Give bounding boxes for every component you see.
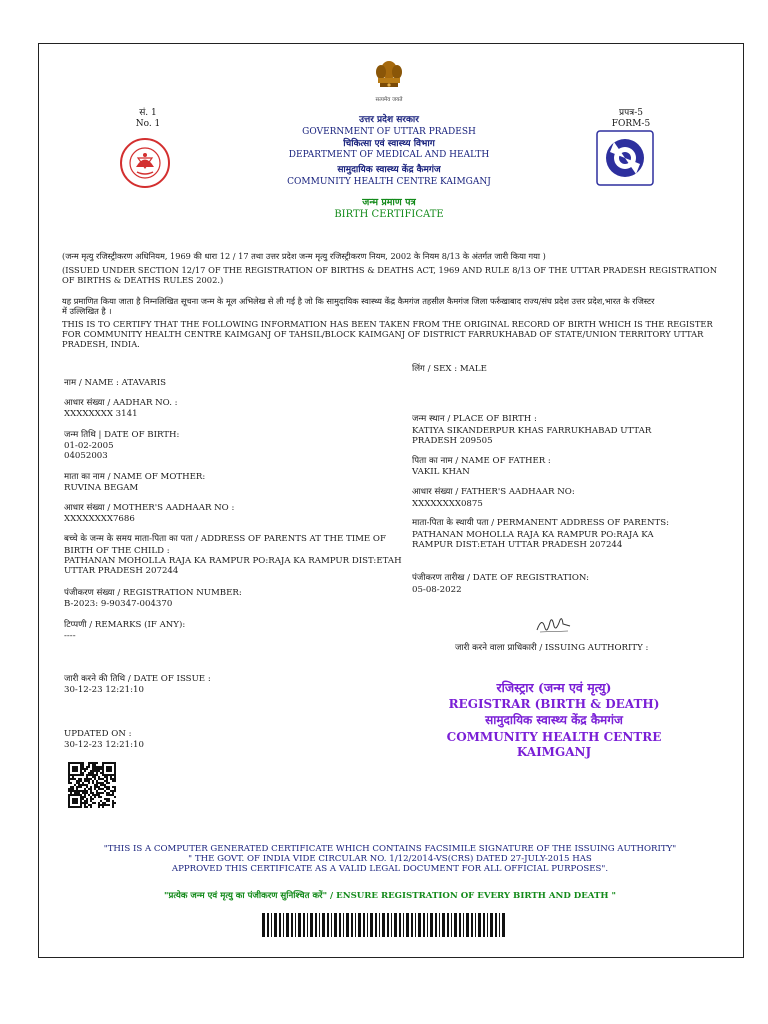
certify-english-line-1: THIS IS TO CERTIFY THAT THE FOLLOWING INFORMATION HAS BEEN TAKEN FROM THE ORIGINAL RECORD OF BIRTH WHICH IS THE REGISTER: [62, 319, 713, 329]
number-hindi: सं. 1: [139, 108, 157, 118]
remarks-value: ----: [64, 631, 76, 641]
issued-under-line-1: (ISSUED UNDER SECTION 12/17 OF THE REGISTRATION OF BIRTHS & DEATHS ACT, 1969 AND RULE 8/13 OF THE UTTAR PRADESH REGISTRATION: [62, 265, 717, 275]
birth-address-label-2: BIRTH OF THE CHILD :: [64, 546, 170, 556]
dob-value-secondary: 04052003: [64, 451, 108, 461]
registrar-english: REGISTRAR (BIRTH & DEATH): [448, 697, 660, 711]
dept-english: DEPARTMENT OF MEDICAL AND HEALTH: [288, 150, 490, 160]
permanent-address-value-2: RAMPUR DIST:ETAH UTTAR PRADESH 207244: [412, 540, 623, 550]
form-english: FORM-5: [611, 119, 651, 129]
permanent-address-label: माता-पिता के स्थायी पता / PERMANENT ADDRESS OF PARENTS:: [412, 518, 669, 528]
certify-english-line-2: FOR COMMUNITY HEALTH CENTRE KAIMGANJ OF TAHSIL/BLOCK KAIMGANJ OF DISTRICT FARRUKHABAD OF STATE/UNION TERRITORY UTTAR: [62, 329, 704, 339]
issue-date-value: 30-12-23 12:21:10: [64, 685, 144, 695]
dob-value: 01-02-2005: [64, 441, 114, 451]
sex-field: लिंग / SEX : MALE: [412, 364, 487, 374]
place-of-birth-value-2: PRADESH 209505: [412, 436, 493, 446]
father-aadhaar-label: आधार संख्या / FATHER'S AADHAAR NO:: [412, 487, 575, 497]
gov-english: GOVERNMENT OF UTTAR PRADESH: [302, 127, 476, 137]
registrar-chc-english: COMMUNITY HEALTH CENTRE: [446, 730, 662, 744]
registration-date-label: पंजीकरण तारीख / DATE OF REGISTRATION:: [412, 573, 590, 583]
validity-note: APPROVED THIS CERTIFICATE AS A VALID LEGAL DOCUMENT FOR ALL OFFICIAL PURPOSES".: [171, 864, 609, 874]
birth-address-value: PATHANAN MOHOLLA RAJA KA RAMPUR PO:RAJA KA RAMPUR DIST:ETAH: [64, 556, 402, 566]
certificate-title: BIRTH CERTIFICATE: [334, 209, 444, 220]
registrar-kaimganj: KAIMGANJ: [516, 745, 592, 759]
updated-label: UPDATED ON :: [64, 729, 132, 739]
qr-code-icon: [68, 762, 116, 808]
permanent-address-value: PATHANAN MOHOLLA RAJA KA RAMPUR PO:RAJA KA: [412, 530, 654, 540]
aadhar-label: आधार संख्या / AADHAR NO. :: [64, 398, 178, 408]
registration-number-value: B-2023: 9-90347-004370: [64, 599, 173, 609]
circular-note: " THE GOVT. OF INDIA VIDE CIRCULAR NO. 1/12/2014-VS(CRS) DATED 27-JULY-2015 HAS: [188, 854, 592, 864]
child-name: नाम / NAME : ATAVARIS: [64, 378, 167, 388]
registration-date-value: 05-08-2022: [412, 585, 462, 595]
issued-under-line-2: OF BIRTHS & DEATHS RULES 2002.): [62, 275, 224, 285]
mother-name-value: RUVINA BEGAM: [64, 483, 139, 493]
gov-hindi: उत्तर प्रदेश सरकार: [359, 115, 419, 125]
birth-address-label: बच्चे के जन्म के समय माता-पिता का पता / ADDRESS OF PARENTS AT THE TIME OF: [64, 534, 386, 544]
chc-hindi: सामुदायिक स्वास्थ्य केंद्र कैमगंज: [337, 165, 441, 175]
chc-english: COMMUNITY HEALTH CENTRE KAIMGANJ: [287, 177, 491, 187]
place-of-birth-label: जन्म स्थान / PLACE OF BIRTH :: [412, 414, 537, 424]
mother-name-label: माता का नाम / NAME OF MOTHER:: [64, 472, 206, 482]
father-name-label: पिता का नाम / NAME OF FATHER :: [412, 456, 551, 466]
birth-address-value-2: UTTAR PRADESH 207244: [64, 566, 179, 576]
number-english: No. 1: [135, 119, 161, 129]
issued-under-hindi: (जन्म मृत्यु रजिस्ट्रीकरण अधिनियम, 1969 की धारा 12 / 17 तथा उत्तर प्रदेश जन्म मृत्यु रजिस्ट्रीकरण नियम, 2002 के नियम 8/13 के अंतर्गत जारी किया गया ): [62, 251, 546, 261]
signature-icon: [534, 612, 574, 638]
dob-label: जन्म तिथि | DATE OF BIRTH:: [64, 430, 180, 440]
issue-date-label: जारी करने की तिथि / DATE OF ISSUE :: [64, 674, 211, 684]
mother-aadhaar-label: आधार संख्या / MOTHER'S AADHAAR NO :: [64, 503, 235, 513]
certify-hindi-line-1: यह प्रमाणित किया जाता है निम्नलिखित सूचना जन्म के मूल अभिलेख से ली गई है जो कि सामुदायिक स्वास्थ्य केंद्र कैमगंज तहसील कैमगंज जिला फर्रुखाबाद राज्य/संघ प्रदेश उत्तर प्रदेश,भारत के रजिस्टर: [62, 296, 655, 306]
ashoka-emblem-icon: [372, 58, 406, 98]
place-of-birth-value: KATIYA SIKANDERPUR KHAS FARRUKHABAD UTTAR: [412, 426, 652, 436]
aadhar-value: XXXXXXXX 3141: [64, 409, 138, 419]
registrar-chc-hindi: सामुदायिक स्वास्थ्य केंद्र कैमगंज: [485, 713, 623, 727]
registrar-hindi: रजिस्ट्रार (जन्म एवं मृत्यु): [496, 680, 612, 695]
updated-value: 30-12-23 12:21:10: [64, 740, 144, 750]
issuing-authority-label: जारी करने वाला प्राधिकारी / ISSUING AUTHORITY :: [455, 643, 649, 653]
certify-hindi-line-2: में उल्लिखित है ।: [62, 306, 112, 316]
emblem-motto: सत्यमेव जयते: [375, 97, 403, 103]
father-name-value: VAKIL KHAN: [412, 467, 470, 477]
registration-slogan: "प्रत्येक जन्म एवं मृत्यु का पंजीकरण सुनिश्चित करें" / ENSURE REGISTRATION OF EVERY BIRTH AND DEATH ": [164, 891, 616, 901]
certify-english-line-3: PRADESH, INDIA.: [62, 339, 140, 349]
remarks-label: टिप्पणी / REMARKS (IF ANY):: [64, 620, 186, 630]
mother-aadhaar-value: XXXXXXXX7686: [64, 514, 135, 524]
certificate-title-hindi: जन्म प्रमाण पत्र: [362, 197, 416, 208]
dept-hindi: चिकित्सा एवं स्वास्थ्य विभाग: [343, 139, 435, 149]
crs-logo-icon: [596, 130, 654, 186]
barcode-icon: [262, 913, 508, 937]
form-hindi: प्रपत्र-5: [619, 108, 643, 118]
father-aadhaar-value: XXXXXXXX0875: [412, 499, 483, 509]
registration-number-label: पंजीकरण संख्या / REGISTRATION NUMBER:: [64, 588, 242, 598]
up-seal-icon: [114, 136, 176, 190]
computer-generated-note: "THIS IS A COMPUTER GENERATED CERTIFICATE WHICH CONTAINS FACSIMILE SIGNATURE OF THE ISSUING AUTHORITY": [103, 844, 677, 854]
